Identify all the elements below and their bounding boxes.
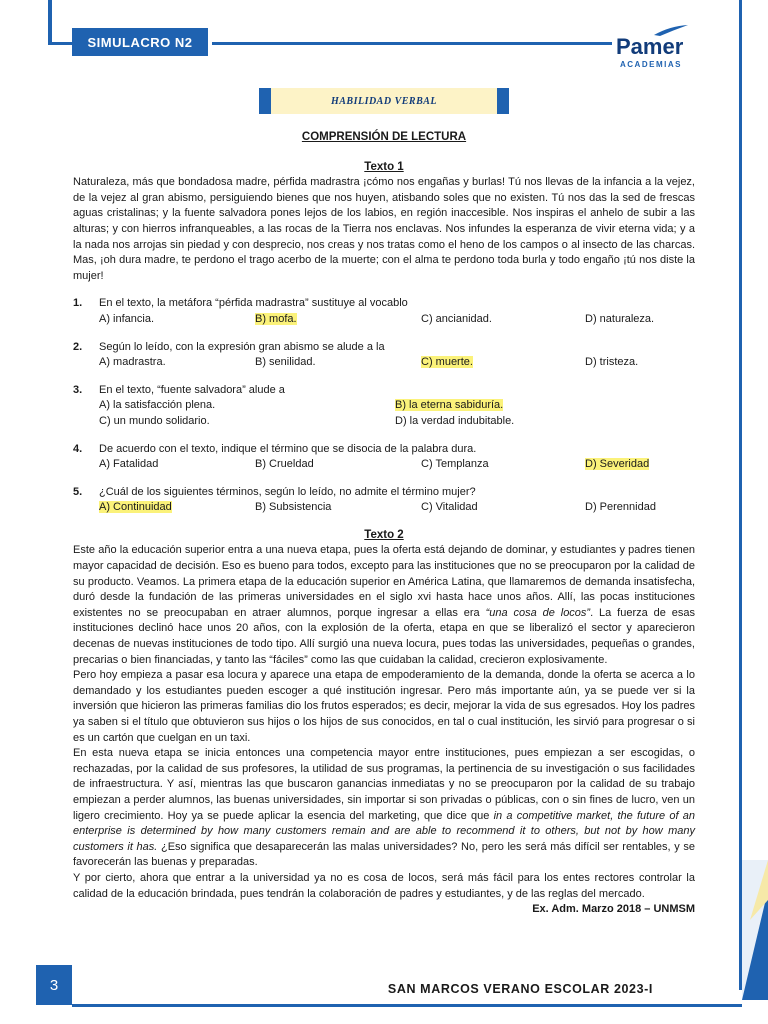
answer-options (73, 312, 695, 328)
answer-option-text: D) Perennidad (585, 501, 656, 514)
answer-option (255, 500, 421, 516)
section-title: HABILIDAD VERBAL (330, 95, 438, 107)
question-list (73, 296, 695, 516)
answer-option-text: D) tristeza. (585, 356, 639, 369)
answer-option-text: D) la verdad indubitable. (395, 414, 515, 427)
question-stem: En el texto, “fuente salvadora” alude a (99, 383, 285, 396)
simulacro-tag: SIMULACRO N2 (72, 28, 208, 56)
main-heading: COMPRENSIÓN DE LECTURA (301, 131, 467, 143)
corner-decoration (742, 860, 768, 1000)
answer-option-text: D) Severidad (585, 458, 650, 471)
page-number: 3 (36, 965, 72, 1005)
answer-option-text: B) la eterna sabiduría. (395, 399, 504, 412)
source-citation: Ex. Adm. Marzo 2018 – UNMSM (532, 903, 695, 916)
answer-option (585, 500, 721, 516)
question-number: 3. (73, 383, 83, 396)
texto-2-p3a: En esta nueva etapa se inicia entonces una competencia mayor entre instituciones, pues empiezan a ser escogidas, o rechazadas, por la calidad de sus profesores, la utilidad de sus programas, la pertinencia de su investigación o sus facilidades de infraestructura. Y así, mientras las que buscaron ganancias inmediatas y no se preocuparon por la calidad de su trabajo empiezan a perder alumnos, las buenas universidades, sin importar si son privadas o públicas, con o sin fines de lucro, ven un ligero crecimiento. Hoy ya se puede aplicar la esencia del marketing, que dice que (73, 747, 695, 822)
answer-option (421, 457, 585, 473)
logo-subtitle: ACADEMIAS (620, 60, 682, 69)
texto-1-body: Naturaleza, más que bondadosa madre, pérfida madrastra ¡cómo nos engañas y burlas! Tú nos llevas de la infancia a la vejez, de la vejez al gran abismo, persiguiendo bienes que nos huyen, atisbando soles que no existen. Tú nos das la sed de frescas aguas cristalinas; y la fuente salvadora pones lejos de los labios, en región inaccesible. Nos inspiras el anhelo de subir a las alturas; y con hierros infranqueables, a las rocas de la Tierra nos enclavas. Nos infundes la esperanza de vivir eterna vida; y a la nada nos arrojas sin piedad y con desprecio, nos creas y nos tratas como el heno de los campos o al insecto de las charcas. Mas, ¡oh dura madre, te perdono el trago acerbo de la muerte; con el alma te perdono toda burla y todo engaño ¡tú nos diste la mujer! (73, 176, 695, 282)
answer-options (73, 355, 695, 371)
answer-option-text: B) Crueldad (255, 458, 314, 471)
texto-2-p1-italic: “una cosa de locos” (485, 606, 591, 619)
answer-option (255, 312, 421, 328)
document-content (73, 130, 695, 918)
answer-option-text: A) madrastra. (99, 356, 166, 369)
answer-option (99, 457, 255, 473)
question-number: 2. (73, 340, 83, 353)
texto-2-p1a: Este año la educación superior entra a una nueva etapa, pues la oferta está dejando de dominar, y estudiantes y padres tienen mayor capacidad de decisión. Eso es bueno para todos, excepto para las instituciones que no se preocuparon por la calidad de su producto. Veamos. La primera etapa de la educación superior en América Latina, que llamaremos de demanda insatisfecha, duró desde la fundación de las primeras universidades en el siglo xvi hasta hace unos años. Allí, las pocas instituciones existentes no se preocupaban en atraer alumnos, porque ingresar a ellas era (73, 544, 695, 619)
answer-option (585, 457, 721, 473)
texto-2-p3b: ¿Eso significa que desaparecerán las malas universidades? No, pero les será más difícil ser rentables, y se favorecerán las buenas y preparadas. (73, 840, 695, 869)
frame-line-bottom (72, 1004, 742, 1007)
answer-option-text: B) mofa. (255, 312, 297, 325)
answer-options (73, 500, 695, 516)
question-stem: ¿Cuál de los siguientes términos, según lo leído, no admite el término mujer? (99, 485, 476, 498)
frame-line-right (739, 0, 742, 990)
answer-option (421, 355, 585, 371)
question-4 (73, 442, 695, 473)
frame-line-corner (48, 42, 72, 45)
section-banner (259, 88, 509, 114)
texto-2-paragraph-4: Y por cierto, ahora que entrar a la universidad ya no es cosa de locos, será más fácil para los entes rectores controlar la calidad de la educación brindada, pues tendrán la colaboración de padres y estudiantes, y de las reglas del mercado. (73, 871, 695, 900)
answer-option-text: A) la satisfacción plena. (99, 399, 216, 412)
question-stem: En el texto, la metáfora “pérfida madrastra” sustituye al vocablo (99, 297, 408, 310)
question-3 (73, 383, 695, 430)
texto-2-paragraph-1 (73, 543, 695, 668)
question-stem: Según lo leído, con la expresión gran abismo se alude a la (99, 340, 385, 353)
answer-option-text: B) senilidad. (255, 356, 316, 369)
answer-option-text: C) un mundo solidario. (99, 414, 210, 427)
answer-option (421, 312, 585, 328)
texto-2-paragraph-2: Pero hoy empieza a pasar esa locura y aparece una etapa de empoderamiento de la demanda, donde la oferta se acerca a lo demandado y los estudiantes pueden escoger a qué institución ingresar. Pero más importante aún, ya se puede ver si la inversión que hicieron las primeras familias dio los frutos esperados; es decir, mejorar la vida de sus egresados. Hoy los padres ya saben si el título que obtuvieron sus hijos o los hijos de sus conocidos, en tal o cual institución, les sirvió para progresar o si es un cartón que cuelgan en un taxi. (73, 669, 695, 744)
banner-bar-left (259, 88, 271, 114)
question-stem: De acuerdo con el texto, indique el término que se disocia de la palabra dura. (99, 442, 477, 455)
texto-2-p1b: . La fuerza de esas instituciones declinó hace unos 20 años, con la explosión de la oferta, etapa en que se liberalizó el sector y aparecieron decenas de nuevas instituciones de todo tipo. Allí surgió una nueva locura, pues todas las universidades, pequeñas o grandes, precarias o bien financiadas, y tanto las “fáciles” como las que cuidaban la calidad, crecieron explosivamente. (73, 606, 696, 666)
answer-option (99, 312, 255, 328)
question-number: 1. (73, 297, 83, 310)
logo-name: Pamer (616, 34, 684, 59)
pamer-logo (612, 24, 702, 70)
answer-option (585, 355, 721, 371)
answer-option-text: D) naturaleza. (585, 312, 655, 325)
answer-option (395, 398, 695, 414)
answer-option-text: C) Vitalidad (421, 501, 478, 514)
answer-option (255, 457, 421, 473)
answer-option (255, 355, 421, 371)
footer-text: SAN MARCOS VERANO ESCOLAR 2023-I (387, 982, 653, 996)
answer-option-text: C) muerte. (421, 356, 473, 369)
question-number: 4. (73, 442, 83, 455)
question-5 (73, 485, 695, 516)
texto-2-title: Texto 2 (364, 528, 404, 541)
answer-option (99, 500, 255, 516)
texto-1-title: Texto 1 (364, 160, 404, 173)
answer-option (395, 414, 695, 430)
answer-option-text: A) infancia. (99, 312, 155, 325)
answer-options (73, 457, 695, 473)
answer-options (73, 398, 695, 429)
question-2 (73, 340, 695, 371)
answer-option-text: A) Continuidad (99, 501, 172, 514)
banner-bar-right (497, 88, 509, 114)
frame-line-top (212, 42, 612, 45)
answer-option (99, 414, 395, 430)
answer-option-text: C) ancianidad. (421, 312, 492, 325)
texto-2-paragraph-3 (73, 746, 695, 871)
answer-option-text: C) Templanza (421, 458, 489, 471)
question-1 (73, 296, 695, 327)
question-number: 5. (73, 485, 83, 498)
answer-option-text: A) Fatalidad (99, 458, 159, 471)
answer-option (421, 500, 585, 516)
answer-option-text: B) Subsistencia (255, 501, 332, 514)
answer-option (585, 312, 721, 328)
frame-line-top-left (48, 0, 52, 44)
answer-option (99, 398, 395, 414)
answer-option (99, 355, 255, 371)
texto-2-p3-italic: in a competitive market, the future of an enterprise is determined by how many customers remain and are able to recommend it to others, but not by how many customers it has. (73, 809, 695, 853)
